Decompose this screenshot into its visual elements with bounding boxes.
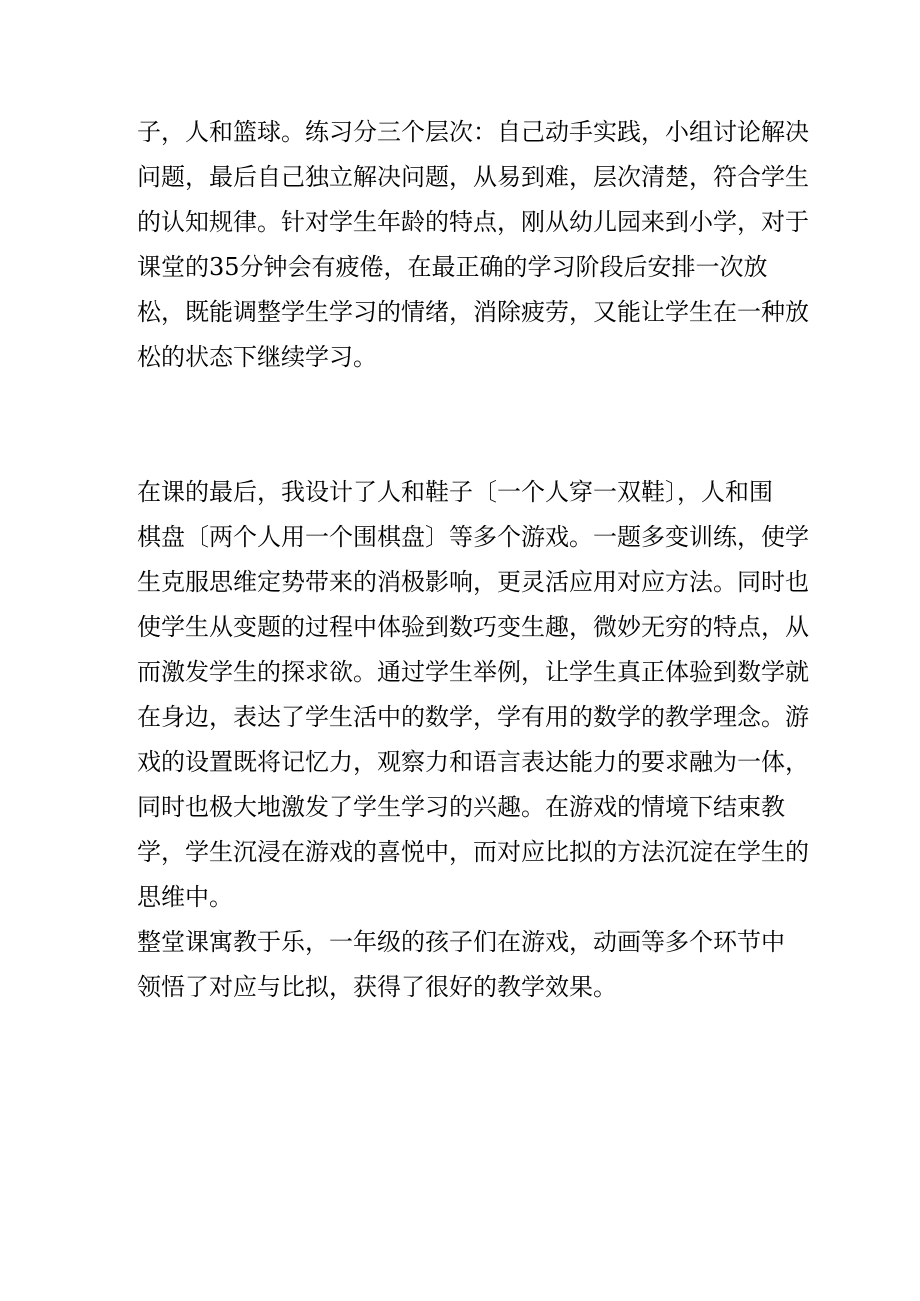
text-line: 同时也极大地激发了学生学习的兴趣。在游戏的情境下结束教 bbox=[137, 793, 785, 821]
text-line: 思维中。 bbox=[137, 883, 233, 911]
text-line: 子，人和篮球。练习分三个层次：自己动手实践，小组讨论解决 bbox=[137, 118, 809, 146]
text-line: 而激发学生的探求欲。通过学生举例，让学生真正体验到数学就 bbox=[137, 658, 809, 686]
text-line: 在课的最后，我设计了人和鞋子〔一个人穿一双鞋〕，人和围 bbox=[137, 478, 773, 506]
paragraph-1 bbox=[137, 110, 809, 380]
paragraph-spacer bbox=[137, 380, 797, 470]
text-line: 生克服思维定势带来的消极影响，更灵活应用对应方法。同时也 bbox=[137, 568, 809, 596]
text-line: 学，学生沉浸在游戏的喜悦中，而对应比拟的方法沉淀在学生的 bbox=[137, 838, 809, 866]
text-line: 领悟了对应与比拟，获得了很好的教学效果。 bbox=[137, 973, 617, 1001]
text-line: 的认知规律。针对学生年龄的特点，刚从幼儿园来到小学，对于 bbox=[137, 208, 809, 236]
text-line: 松的状态下继续学习。 bbox=[137, 343, 377, 371]
text-line: 课堂的35分钟会有疲倦，在最正确的学习阶段后安排一次放 bbox=[137, 253, 768, 281]
paragraph-3 bbox=[137, 920, 797, 1010]
paragraph-2 bbox=[137, 470, 809, 920]
text-line: 棋盘〔两个人用一个围棋盘〕等多个游戏。一题多变训练，使学 bbox=[137, 523, 809, 551]
text-line: 使学生从变题的过程中体验到数巧变生趣，微妙无穷的特点，从 bbox=[137, 613, 809, 641]
text-line: 问题，最后自己独立解决问题，从易到难，层次清楚，符合学生 bbox=[137, 163, 809, 191]
text-line: 戏的设置既将记忆力，观察力和语言表达能力的要求融为一体， bbox=[137, 748, 809, 776]
text-line: 在身边，表达了学生活中的数学，学有用的数学的教学理念。游 bbox=[137, 703, 809, 731]
text-line: 整堂课寓教于乐，一年级的孩子们在游戏，动画等多个环节中 bbox=[137, 928, 785, 956]
text-line: 松，既能调整学生学习的情绪，消除疲劳，又能让学生在一种放 bbox=[137, 298, 809, 326]
document-body bbox=[137, 110, 809, 1010]
